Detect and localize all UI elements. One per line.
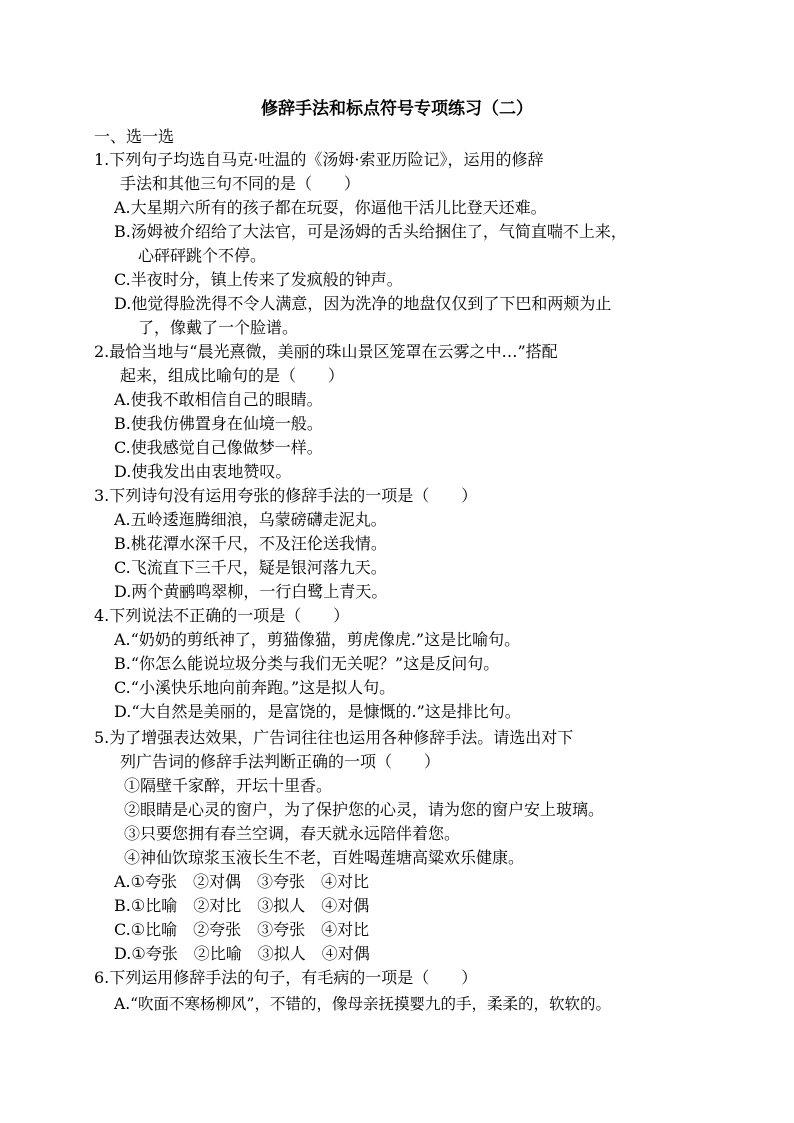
q4-option-b: B.“你怎么能说垃圾分类与我们无关呢？”这是反问句。 [114, 654, 500, 673]
q2-option-d: D.使我发出由衷地赞叹。 [114, 462, 292, 481]
q2-stem: 2.最恰当地与“晨光熹微，美丽的珠山景区笼罩在云雾之中…”搭配 [94, 342, 558, 361]
q4-stem: 4.下列说法不正确的一项是（ ） [94, 606, 350, 625]
q3-option-d: D.两个黄鹂鸣翠柳，一行白鹭上青天。 [114, 582, 388, 601]
q3-option-b: B.桃花潭水深千尺，不及汪伦送我情。 [114, 534, 387, 553]
q2-stem-cont: 起来，组成比喻句的是（ ） [120, 366, 345, 385]
q2-option-c: C.使我感觉自己像做梦一样。 [114, 438, 323, 457]
q3-stem: 3.下列诗句没有运用夸张的修辞手法的一项是（ ） [94, 486, 478, 505]
page-title: 修辞手法和标点符号专项练习（二） [261, 99, 533, 119]
q3-option-c: C.飞流直下三千尺，疑是银河落九天。 [114, 558, 387, 577]
q5-option-d: D.①夸张 ②比喻 ③拟人 ④对偶 [114, 944, 370, 963]
q1-option-c: C.半夜时分，镇上传来了发疯般的钟声。 [114, 270, 403, 289]
q2-option-b: B.使我仿佛置身在仙境一般。 [114, 414, 323, 433]
q1-option-b-cont: 心砰砰跳个不停。 [138, 246, 267, 265]
q3-option-a: A.五岭逶迤腾细浪，乌蒙磅礴走泥丸。 [114, 510, 387, 529]
q1-option-d: D.他觉得脸洗得不令人满意，因为洗净的地盘仅仅到了下巴和两颊为止 [114, 294, 612, 313]
q1-stem-cont: 手法和其他三句不同的是（ ） [120, 174, 361, 193]
q6-option-a: A.“吹面不寒杨柳风”，不错的，像母亲抚摸婴九的手，柔柔的，软软的。 [114, 995, 611, 1013]
q5-sentence-2: ②眼睛是心灵的窗户，为了保护您的心灵，请为您的窗户安上玻璃。 [124, 800, 605, 819]
q5-sentence-4: ④神仙饮琼浆玉液长生不老，百姓喝莲塘高粱欢乐健康。 [124, 848, 525, 867]
q1-option-d-cont: 了，像戴了一个脸谱。 [138, 318, 299, 337]
q5-option-b: B.①比喻 ②对比 ③拟人 ④对偶 [114, 896, 370, 915]
q1-option-a: A.大星期六所有的孩子都在玩耍，你逼他干活儿比登天还难。 [114, 198, 547, 217]
q1-stem: 1.下列句子均选自马克·吐温的《汤姆·索亚历险记》，运用的修辞 [94, 150, 544, 169]
q5-option-a: A.①夸张 ②对偶 ③夸张 ④对比 [114, 872, 369, 891]
q5-stem: 5.为了增强表达效果，广告词往往也运用各种修辞手法。请选出对下 [94, 728, 574, 747]
q4-option-d: D.“大自然是美丽的，是富饶的，是慷慨的.”这是排比句。 [114, 702, 521, 721]
q1-option-b: B.汤姆被介绍给了大法官，可是汤姆的舌头给捆住了，气简直喘不上来， [114, 222, 627, 241]
q5-sentence-1: ①隔壁千家醉，开坛十里香。 [124, 776, 333, 795]
q5-option-c: C.①比喻 ②夸张 ③夸张 ④对比 [114, 920, 370, 939]
q4-option-a: A.“奶奶的剪纸神了，剪猫像猫，剪虎像虎.”这是比喻句。 [114, 630, 521, 649]
section-heading: 一、选一选 [94, 127, 175, 146]
q6-stem: 6.下列运用修辞手法的句子，有毛病的一项是（ ） [94, 968, 478, 987]
q5-stem-cont: 列广告词的修辞手法判断正确的一项（ ） [120, 752, 441, 771]
q4-option-c: C.“小溪快乐地向前奔跑。”这是拟人句。 [114, 678, 396, 697]
q2-option-a: A.使我不敢相信自己的眼睛。 [114, 390, 323, 409]
q5-sentence-3: ③只要您拥有春兰空调，春天就永远陪伴着您。 [124, 824, 461, 843]
